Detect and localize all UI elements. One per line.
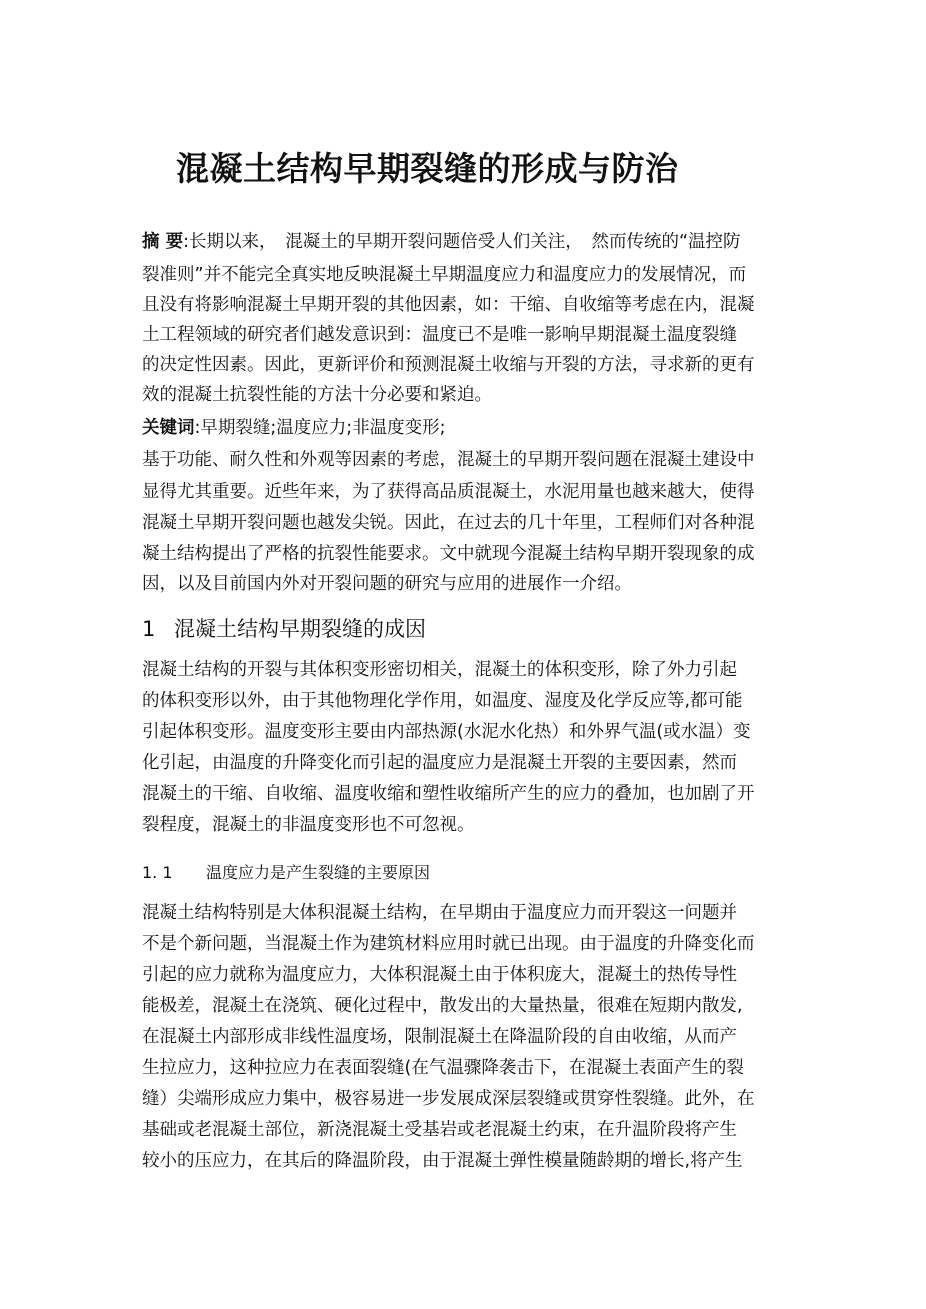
body-line: 在混凝土内部形成非线性温度场，限制混凝土在降温阶段的自由收缩，从而产 [142,1027,737,1047]
abstract-line: 且没有将影响混凝土早期开裂的其他因素，如：干缩、自收缩等考虑在内，混凝 [142,295,755,315]
intro-line: 显得尤其重要。近些年来，为了获得高品质混凝土，水泥用量也越来越大，使得 [142,482,755,502]
body-line: 生拉应力，这种拉应力在表面裂缝(在气温骤降袭击下，在混凝土表面产生的裂 [142,1058,744,1078]
intro-line: 因，以及目前国内外对开裂问题的研究与应用的进展作一介绍。 [142,574,632,594]
subsection-heading [142,860,430,883]
body-line: 基础或老混凝土部位，新浇混凝土受基岩或老混凝土约束，在升温阶段将产生 [142,1120,737,1140]
abstract-label: 摘 要 [142,232,184,252]
body-line: 混凝土结构的开裂与其体积变形密切相关，混凝土的体积变形，除了外力引起 [142,660,737,680]
abstract-line: 效的混凝土抗裂性能的方法十分必要和紧迫。 [142,385,492,405]
section-title: 混凝土结构早期裂缝的成因 [174,617,426,641]
body-line: 引起的应力就称为温度应力，大体积混凝土由于体积庞大，混凝土的热传导性 [142,965,737,985]
keywords-label: 关键词 [142,418,195,438]
section-heading [142,613,426,643]
body-line: 引起体积变形。温度变形主要由内部热源(水泥水化热）和外界气温(或水温）变 [142,722,751,742]
keywords-line [142,418,446,438]
intro-line: 混凝土早期开裂问题也越发尖锐。因此，在过去的几十年里，工程师们对各种混 [142,513,755,533]
abstract-line [142,232,741,252]
abstract-line: 土工程领域的研究者们越发意识到：温度已不是唯一影响早期混凝土温度裂缝 [142,325,737,345]
body-line: 不是个新问题，当混凝土作为建筑材料应用时就已出现。由于温度的升降变化而 [142,934,755,954]
body-line: 较小的压应力，在其后的降温阶段，由于混凝土弹性模量随龄期的增长,将产生 [142,1151,743,1171]
abstract-line: 裂准则”并不能完全真实地反映混凝土早期温度应力和温度应力的发展情况，而 [142,265,747,285]
body-line: 的体积变形以外，由于其他物理化学作用，如温度、湿度及化学反应等,都可能 [142,691,743,711]
intro-line: 基于功能、耐久性和外观等因素的考虑，混凝土的早期开裂问题在混凝土建设中 [142,450,755,470]
body-line: 能极差，混凝土在浇筑、硬化过程中，散发出的大量热量，很难在短期内散发, [142,996,743,1016]
body-line: 缝）尖端形成应力集中，极容易进一步发展成深层裂缝或贯穿性裂缝。此外，在 [142,1089,755,1109]
body-line: 裂程度，混凝土的非温度变形也不可忽视。 [142,815,475,835]
abstract-line: 的决定性因素。因此，更新评价和预测混凝土收缩与开裂的方法，寻求新的更有 [142,355,755,375]
body-line: 混凝土结构特别是大体积混凝土结构，在早期由于温度应力而开裂这一问题并 [142,903,737,923]
abstract-text: :长期以来， 混凝土的早期开裂问题倍受人们关注， 然而传统的“温控防 [183,232,741,252]
subsection-number: 1. 1 [142,863,173,882]
keywords-text: :早期裂缝;温度应力;非温度变形; [194,418,446,438]
section-number: 1 [142,617,156,641]
subsection-title: 温度应力是产生裂缝的主要原因 [206,863,431,882]
body-line: 混凝土的干缩、自收缩、温度收缩和塑性收缩所产生的应力的叠加，也加剧了开 [142,784,755,804]
intro-line: 凝土结构提出了严格的抗裂性能要求。文中就现今混凝土结构早期开裂现象的成 [142,544,755,564]
body-line: 化引起，由温度的升降变化而引起的温度应力是混凝土开裂的主要因素，然而 [142,753,737,773]
document-title: 混凝土结构早期裂缝的形成与防治 [176,149,679,188]
